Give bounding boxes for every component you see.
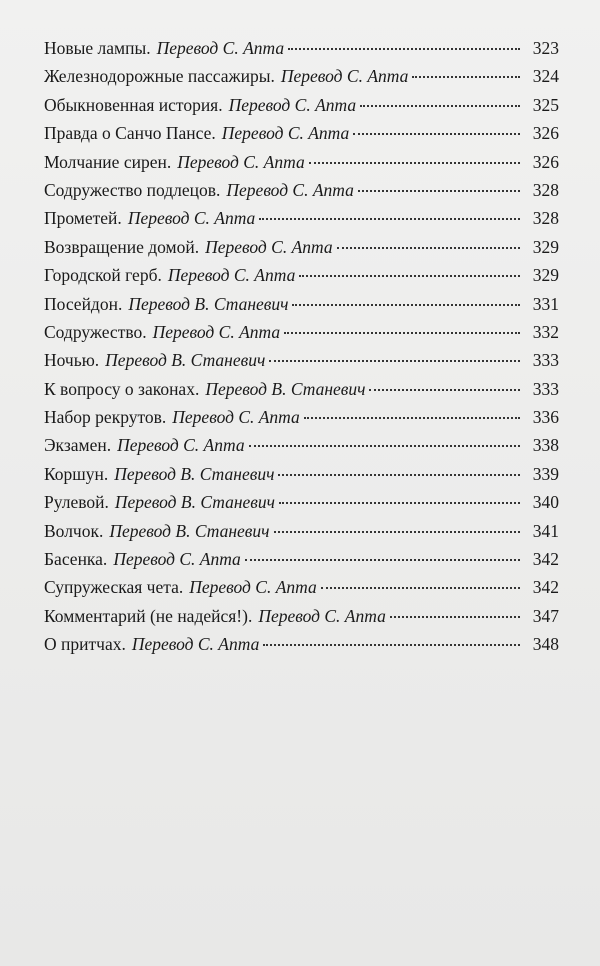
toc-entry	[44, 350, 559, 378]
dot-leader	[321, 587, 520, 589]
entry-translator: Перевод В. Станевич	[105, 350, 266, 371]
entry-title: Экзамен.	[44, 435, 112, 456]
entry-page-number: 348	[532, 634, 559, 655]
entry-title: Коршун.	[44, 463, 109, 484]
dot-leader	[263, 644, 520, 646]
entry-translator: Перевод С. Апта	[205, 236, 333, 257]
toc-entry	[44, 521, 559, 549]
entry-title: Содружество подлецов.	[44, 179, 221, 200]
entry-title: Ночью.	[44, 350, 100, 371]
toc-entry	[44, 294, 559, 322]
entry-title: Обыкновенная история.	[44, 94, 223, 115]
toc-entry	[44, 265, 559, 293]
entry-translator: Перевод С. Апта	[156, 38, 285, 58]
entry-translator: Перевод С. Апта	[280, 66, 409, 87]
toc-entry	[44, 322, 559, 350]
entry-page-number: 340	[532, 492, 559, 513]
toc-entry	[44, 38, 559, 66]
entry-page-number: 339	[532, 463, 559, 484]
entry-page-number: 333	[532, 378, 559, 399]
entry-title: Новые лампы.	[44, 38, 151, 58]
entry-translator: Перевод В. Станевич	[114, 492, 275, 513]
entry-title: Посейдон.	[44, 293, 123, 314]
dot-leader	[412, 76, 520, 78]
dot-leader	[337, 247, 520, 249]
toc-entry	[44, 634, 559, 662]
entry-title: Городской герб.	[44, 265, 162, 286]
toc-entry	[44, 606, 559, 634]
dot-leader	[358, 190, 520, 192]
toc-entry	[44, 237, 559, 265]
toc-entry	[44, 152, 559, 180]
dot-leader	[245, 559, 520, 561]
entry-title: Железнодорожные пассажиры.	[44, 66, 275, 87]
entry-title: Комментарий (не надейся!).	[44, 605, 253, 626]
entry-translator: Перевод В. Станевич	[128, 293, 289, 314]
dot-leader	[279, 502, 520, 504]
entry-page-number: 332	[532, 321, 559, 342]
entry-title: Содружество.	[44, 321, 147, 342]
entry-translator: Перевод С. Апта	[258, 605, 386, 626]
dot-leader	[249, 445, 520, 447]
entry-page-number: 329	[532, 265, 559, 286]
entry-translator: Перевод С. Апта	[167, 265, 296, 286]
entry-page-number: 333	[532, 350, 559, 371]
entry-page-number: 324	[532, 66, 559, 87]
toc-entry	[44, 123, 559, 151]
entry-translator: Перевод С. Апта	[127, 208, 256, 229]
toc-entry	[44, 549, 559, 577]
dot-leader	[390, 616, 520, 618]
entry-title: Молчание сирен.	[44, 151, 172, 172]
toc-entry	[44, 492, 559, 520]
entry-translator: Перевод С. Апта	[226, 179, 354, 200]
entry-page-number: 328	[532, 208, 559, 229]
entry-title: Правда о Санчо Пансе.	[44, 123, 216, 144]
dot-leader	[304, 417, 520, 419]
entry-page-number: 342	[532, 549, 559, 570]
entry-translator: Перевод С. Апта	[228, 94, 357, 115]
dot-leader	[360, 105, 520, 107]
entry-page-number: 325	[532, 94, 559, 115]
entry-title: Рулевой.	[44, 492, 109, 513]
dot-leader	[309, 162, 520, 164]
dot-leader	[259, 218, 520, 220]
entry-page-number: 328	[532, 179, 559, 200]
dot-leader	[292, 304, 520, 306]
toc-entry	[44, 464, 559, 492]
dot-leader	[369, 389, 520, 391]
dot-leader	[274, 531, 521, 533]
entry-translator: Перевод С. Апта	[131, 634, 260, 655]
dot-leader	[288, 48, 520, 50]
entry-title: Набор рекрутов.	[44, 407, 167, 428]
entry-title: Возвращение домой.	[44, 236, 200, 257]
entry-page-number: 347	[532, 605, 559, 626]
entry-page-number: 338	[532, 435, 559, 456]
entry-page-number: 341	[532, 520, 559, 541]
entry-translator: Перевод С. Апта	[113, 549, 241, 570]
toc-entry	[44, 577, 559, 605]
dot-leader	[284, 332, 520, 334]
toc-entry	[44, 95, 559, 123]
entry-translator: Перевод С. Апта	[177, 151, 305, 172]
toc-entry	[44, 379, 559, 407]
table-of-contents	[44, 38, 559, 663]
entry-page-number: 326	[532, 123, 559, 144]
entry-page-number: 331	[532, 293, 559, 314]
entry-translator: Перевод С. Апта	[189, 577, 317, 598]
entry-translator: Перевод С. Апта	[221, 123, 350, 144]
entry-title: Прометей.	[44, 208, 122, 229]
dot-leader	[269, 360, 520, 362]
entry-title: К вопросу о законах.	[44, 378, 200, 399]
entry-page-number: 323	[532, 38, 559, 58]
toc-entry	[44, 407, 559, 435]
toc-entry	[44, 180, 559, 208]
entry-title: Волчок.	[44, 520, 104, 541]
entry-translator: Перевод В. Станевич	[114, 463, 275, 484]
entry-translator: Перевод С. Апта	[152, 321, 281, 342]
entry-translator: Перевод С. Апта	[172, 407, 300, 428]
entry-translator: Перевод С. Апта	[117, 435, 245, 456]
toc-entry	[44, 66, 559, 94]
entry-page-number: 329	[532, 236, 559, 257]
entry-title: О притчах.	[44, 634, 126, 655]
entry-translator: Перевод В. Станевич	[205, 378, 366, 399]
dot-leader	[278, 474, 520, 476]
entry-title: Супружеская чета.	[44, 577, 184, 598]
entry-page-number: 326	[532, 151, 559, 172]
dot-leader	[353, 133, 520, 135]
entry-translator: Перевод В. Станевич	[109, 520, 270, 541]
dot-leader	[299, 275, 520, 277]
toc-entry	[44, 435, 559, 463]
entry-title: Басенка.	[44, 549, 108, 570]
entry-page-number: 336	[532, 407, 559, 428]
entry-page-number: 342	[532, 577, 559, 598]
toc-entry	[44, 208, 559, 236]
